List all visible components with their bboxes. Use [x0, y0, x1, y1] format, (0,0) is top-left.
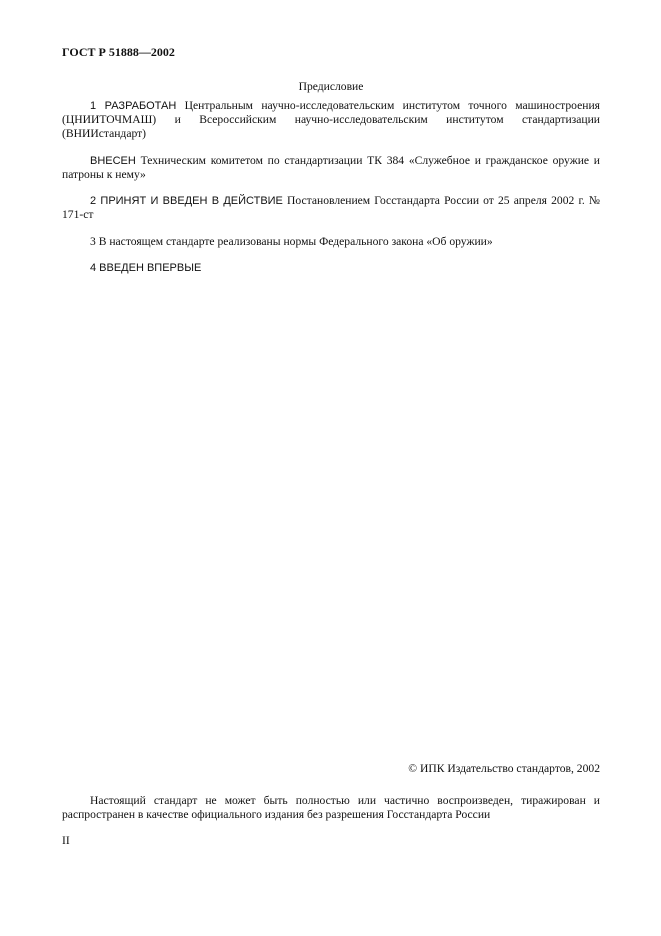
paragraph-text: 3 В настоящем стандарте реализованы нормы Федерального закона «Об оружии» — [90, 235, 493, 248]
paragraph-lead: 4 ВВЕДЕН ВПЕРВЫЕ — [90, 262, 202, 274]
paragraph-submitted — [62, 154, 600, 182]
document-header: ГОСТ Р 51888—2002 — [62, 45, 175, 59]
paragraph-text: Центральным научно-исследовательским институтом точного машиностроения (ЦНИИТОЧМАШ) и Всероссийским научно-исследовательским институтом стандартизации (ВНИИстандарт) — [62, 99, 600, 140]
page-number: II — [62, 834, 70, 847]
paragraph-law — [62, 235, 600, 249]
paragraph-first-introduced — [62, 261, 600, 275]
paragraph-adopted — [62, 194, 600, 222]
paragraph-text: Техническим комитетом по стандартизации ТК 384 «Служебное и гражданское оружие и патроны к нему» — [62, 154, 600, 181]
reproduction-notice: Настоящий стандарт не может быть полностью или частично воспроизведен, тиражирован и распространен в качестве официального издания без разрешения Госстандарта России — [62, 794, 600, 821]
section-title: Предисловие — [298, 80, 364, 93]
paragraph-lead: 2 ПРИНЯТ И ВВЕДЕН В ДЕЙСТВИЕ — [90, 195, 283, 207]
paragraph-developed — [62, 99, 600, 141]
copyright-line: © ИПК Издательство стандартов, 2002 — [408, 762, 600, 775]
paragraph-lead: ВНЕСЕН — [90, 155, 136, 167]
paragraph-lead: 1 РАЗРАБОТАН — [90, 100, 177, 112]
paragraph-text: Постановлением Госстандарта России от 25 апреля 2002 г. № 171-ст — [62, 194, 600, 221]
